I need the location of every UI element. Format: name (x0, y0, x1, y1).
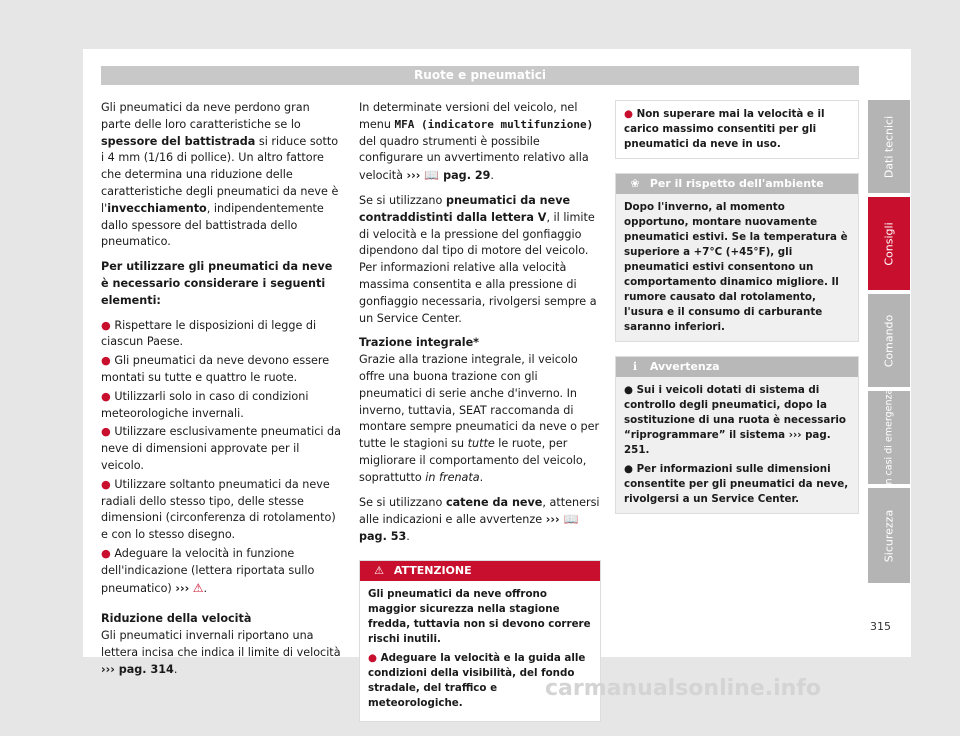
note-body: ● Sui i veicoli dotati di sistema di controllo degli pneumatici, dopo la sostituzione di una ruota è necessario “riprogrammare” il sistema ››› pag. 251. ● Per informazioni sulle dimensioni consentite per gli pneumatici da neve, rivolgersi a un Service Center. (616, 377, 858, 513)
list-item: ● Rispettare le disposizioni di legge di ciascun Paese. (101, 318, 317, 349)
environment-body: Dopo l'inverno, al momento opportuno, montare nuovamente pneumatici estivi. Se la temperatura è superiore a +7°C (+45°F), gli pneumatici estivi consentono un comportamento dinamico migliore. Il rumore causato dal rotolamento, l'usura e il consumo di carburante saranno inferiori. (616, 194, 858, 341)
paragraph-v-tyres: Se si utilizzano pneumatici da neve contraddistinti dalla lettera V, il limite di velocità e la pressione del gonfiaggio dipendono dal tipo di motore del veicolo. Per informazioni relative alla velocità massima consentita e alla pressione di gonfiaggio necessaria, rivolgersi sempre a un Service Center. (359, 193, 597, 325)
section-heading: Trazione integrale* (359, 336, 480, 350)
column-left (101, 100, 341, 687)
cross-ref-link[interactable]: ››› pag. 314 (101, 662, 174, 676)
requirements-intro: Per utilizzare gli pneumatici da neve è necessario considerare i seguenti elementi: (101, 260, 333, 307)
environment-box (615, 173, 859, 342)
tab-consigli[interactable]: Consigli (868, 197, 910, 290)
note-box (615, 356, 859, 514)
paragraph-speed: Gli pneumatici invernali riportano una lettera incisa che indica il limite di velocità ››› pag. 314. (101, 629, 341, 676)
column-right (615, 100, 859, 528)
list-item: ● Utilizzare soltanto pneumatici da neve radiali dello stesso tipo, delle stesse dimensioni (circonferenza di rotolamento) e con lo stesso disegno. (101, 477, 336, 542)
list-item: ● Adeguare la velocità in funzione dell'indicazione (lettera riportata sullo pneumatico) ››› ⚠. (101, 546, 315, 595)
tab-sicurezza[interactable]: Sicurezza (868, 488, 910, 583)
attention-body: Gli pneumatici da neve offrono maggior sicurezza nella stagione fredda, tuttavia non si devono correre rischi inutili. ● Adeguare la velocità e la guida alle condizioni della visibilità, del fondo stradale, del traffico e meteorologiche. (360, 581, 600, 721)
warning-triangle-icon: ⚠ (374, 563, 384, 577)
paragraph-awd: Grazie alla trazione integrale, il veicolo offre una buona trazione con gli pneumatici di serie anche d'inverno. In inverno, tuttavia, SEAT raccomanda di montare sempre pneumatici da neve o per tutte le stagioni su tutte le ruote, per migliorare il comportamento del veicolo, soprattutto in frenata. (359, 353, 600, 484)
tab-emergenza[interactable]: In casi di emergenza (868, 391, 910, 484)
tab-dati-tecnici[interactable]: Dati tecnici (868, 100, 910, 193)
tab-comando[interactable]: Comando (868, 294, 910, 387)
cross-ref-link[interactable]: ››› (175, 581, 190, 595)
paragraph-mfa: In determinate versioni del veicolo, nel menu MFA (indicatore multifunzione) del quadro strumenti è possibile configurare un avvertimento relativo alla velocità ››› 📖 pag. 29. (359, 101, 594, 183)
watermark: carmanualsonline.info (545, 676, 821, 701)
column-middle (359, 100, 601, 736)
warning-triangle-icon: ⚠ (192, 580, 204, 595)
note-header: ℹ Avvertenza (616, 357, 858, 377)
page-number: 315 (870, 620, 891, 633)
attention-box-continued (615, 100, 859, 159)
environment-icon: ❀ (630, 177, 640, 190)
paragraph-chains: Se si utilizzano catene da neve, attenersi alle indicazioni e alle avvertenze ››› 📖 pag. 53. (359, 495, 600, 544)
cross-ref-link[interactable]: ››› 📖 pag. 53 (359, 512, 579, 544)
section-heading: Riduzione della velocità (101, 612, 252, 626)
paragraph-tread: Gli pneumatici da neve perdono gran parte delle loro caratteristiche se lo spessore del battistrada si riduce sotto i 4 mm (1/16 di pollice). Un altro fattore che determina una riduzione delle caratteristiche degli pneumatici da neve è l'invecchiamento, indipendentemente dallo spessore del battistrada dello pneumatico. (101, 101, 339, 249)
cross-ref-link[interactable]: ››› pag. 251 (624, 429, 831, 456)
list-item: ● Utilizzarli solo in caso di condizioni meteorologiche invernali. (101, 389, 309, 420)
page-header: Ruote e pneumatici (101, 66, 859, 85)
cross-ref-link[interactable]: ››› 📖 pag. 29 (406, 168, 491, 183)
list-item: ● Utilizzare esclusivamente pneumatici da neve di dimensioni approvate per il veicolo. (101, 425, 341, 472)
info-icon: ℹ (632, 360, 638, 373)
attention-continued-body: ● Non superare mai la velocità e il carico massimo consentiti per gli pneumatici da neve in uso. (616, 101, 858, 158)
book-icon: 📖 (563, 512, 579, 527)
book-icon: 📖 (424, 168, 440, 183)
environment-header: ❀ Per il rispetto dell'ambiente (616, 174, 858, 194)
attention-header: ⚠ ATTENZIONE (360, 561, 600, 581)
list-item: ● Gli pneumatici da neve devono essere montati su tutte e quattro le ruote. (101, 354, 330, 384)
